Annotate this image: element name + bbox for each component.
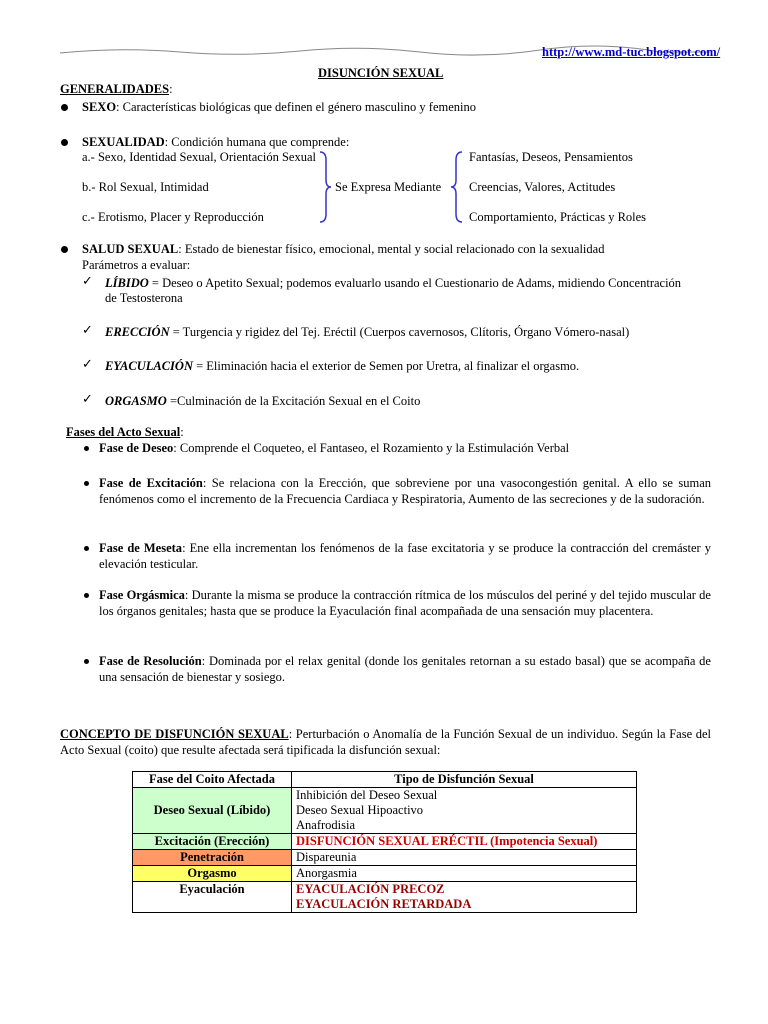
checkmark-icon: ✓ (82, 392, 93, 407)
sexualidad-left-c: c.- Erotismo, Placer y Reproducción (82, 210, 264, 224)
checkmark-icon: ✓ (82, 323, 93, 338)
table-header-tipo: Tipo de Disfunción Sexual (292, 772, 637, 788)
table-row (133, 834, 637, 850)
table-cell-fase: Orgasmo (133, 866, 292, 882)
bullet-icon (84, 446, 89, 451)
param-orgasmo: ORGASMO =Culminación de la Excitación Sexual en el Coito (105, 394, 421, 408)
param-libido: LÍBIDO = Deseo o Apetito Sexual; podemos evaluarlo usando el Cuestionario de Adams, midiendo Concentración (105, 276, 682, 290)
fase-orgasmica: Fase Orgásmica: Durante la misma se produce la contracción rítmica de los músculos del periné y del tejido muscular de los órganos genitales; hasta que se produce la Eyaculación final acompañada de una sensación muy placentera. (99, 588, 711, 618)
fase-deseo: Fase de Deseo: Comprende el Coqueteo, el Fantaseo, el Rozamiento y la Estimulación Verbal (99, 441, 570, 455)
bullet-icon (84, 659, 89, 664)
right-brace-icon (318, 150, 332, 225)
table-cell-tipo (292, 788, 637, 834)
checkmark-icon: ✓ (82, 274, 93, 289)
table-row (133, 850, 637, 866)
sexualidad-item: SEXUALIDAD: Condición humana que comprende: (82, 135, 350, 149)
param-ereccion: ERECCIÓN = Turgencia y rigidez del Tej. Eréctil (Cuerpos cavernosos, Clítoris, Órgano Vómero-nasal) (105, 325, 630, 339)
sexualidad-right-3: Comportamiento, Prácticas y Roles (469, 210, 647, 224)
sexualidad-right-1: Fantasías, Deseos, Pensamientos (469, 150, 633, 164)
sexo-item: SEXO: Características biológicas que definen el género masculino y femenino (82, 100, 476, 114)
expresa-mediante: Se Expresa Mediante (335, 180, 442, 194)
bullet-icon (84, 481, 89, 486)
table-header-row (133, 772, 637, 788)
page-title: DISUNCIÓN SEXUAL (318, 66, 444, 80)
table-header-fase: Fase del Coito Afectada (133, 772, 292, 788)
param-libido-cont: de Testosterona (105, 291, 183, 305)
fase-meseta: Fase de Meseta: Ene ella incrementan los fenómenos de la fase excitatoria y se produce la contracción del cremáster y elevación testicular. (99, 541, 711, 571)
table-cell-fase: Excitación (Erección) (133, 834, 292, 850)
table-cell-fase: Eyaculación (133, 882, 292, 913)
table-row (133, 866, 637, 882)
generalidades-heading: GENERALIDADES: (60, 82, 173, 96)
fases-heading: Fases del Acto Sexual: (66, 425, 184, 439)
sexualidad-right-2: Creencias, Valores, Actitudes (469, 180, 616, 194)
tipo-line: EYACULACIÓN PRECOZ (296, 882, 445, 896)
tipo-line: Inhibición del Deseo Sexual (296, 788, 438, 802)
sexualidad-left-a: a.- Sexo, Identidad Sexual, Orientación Sexual (82, 150, 316, 164)
table-cell-tipo: Anorgasmia (292, 866, 637, 882)
tipo-line: EYACULACIÓN RETARDADA (296, 897, 472, 911)
fase-excitacion: Fase de Excitación: Se relaciona con la Erección, que sobreviene por una vasocongestión genital. A ello se suman fenómenos como el incremento de la Frecuencia Cardiaca y Respiratoria, Aumento de las secreciones y de la sudoración. (99, 476, 712, 506)
bullet-icon (61, 246, 68, 253)
table-cell-tipo: DISFUNCIÓN SEXUAL ERÉCTIL (Impotencia Sexual) (292, 834, 637, 850)
table-cell-tipo: Dispareunia (292, 850, 637, 866)
fase-resolucion: Fase de Resolución: Dominada por el relax genital (donde los genitales retornan a su estado basal) que se acompaña de una sensación de bienestar y sosiego. (99, 654, 711, 684)
table-row (133, 788, 637, 834)
table-cell-fase: Penetración (133, 850, 292, 866)
table-cell-tipo (292, 882, 637, 913)
disfuncion-table (132, 771, 637, 913)
checkmark-icon: ✓ (82, 357, 93, 372)
bullet-icon (61, 139, 68, 146)
bullet-icon (61, 104, 68, 111)
sexualidad-left-b: b.- Rol Sexual, Intimidad (82, 180, 209, 194)
left-brace-icon (450, 150, 464, 225)
concepto-paragraph: CONCEPTO DE DISFUNCIÓN SEXUAL: Perturbación o Anomalía de la Función Sexual de un individuo. Según la Fase del Acto Sexual (coito) que resulte afectada será tipificada la disfunción sexual: (60, 727, 711, 757)
table-cell-fase: Deseo Sexual (Líbido) (133, 788, 292, 834)
tipo-line: Deseo Sexual Hipoactivo (296, 803, 424, 817)
table-row (133, 882, 637, 913)
bullet-icon (84, 593, 89, 598)
blog-link[interactable]: http://www.md-tuc.blogspot.com/ (542, 45, 721, 59)
tipo-line: Anafrodisia (296, 818, 356, 832)
salud-item: SALUD SEXUAL: Estado de bienestar físico, emocional, mental y social relacionado con la sexualidad (82, 242, 605, 256)
param-eyaculacion: EYACULACIÓN = Eliminación hacia el exterior de Semen por Uretra, al finalizar el orgasmo. (105, 359, 580, 373)
parametros-label: Parámetros a evaluar: (82, 258, 191, 272)
bullet-icon (84, 546, 89, 551)
